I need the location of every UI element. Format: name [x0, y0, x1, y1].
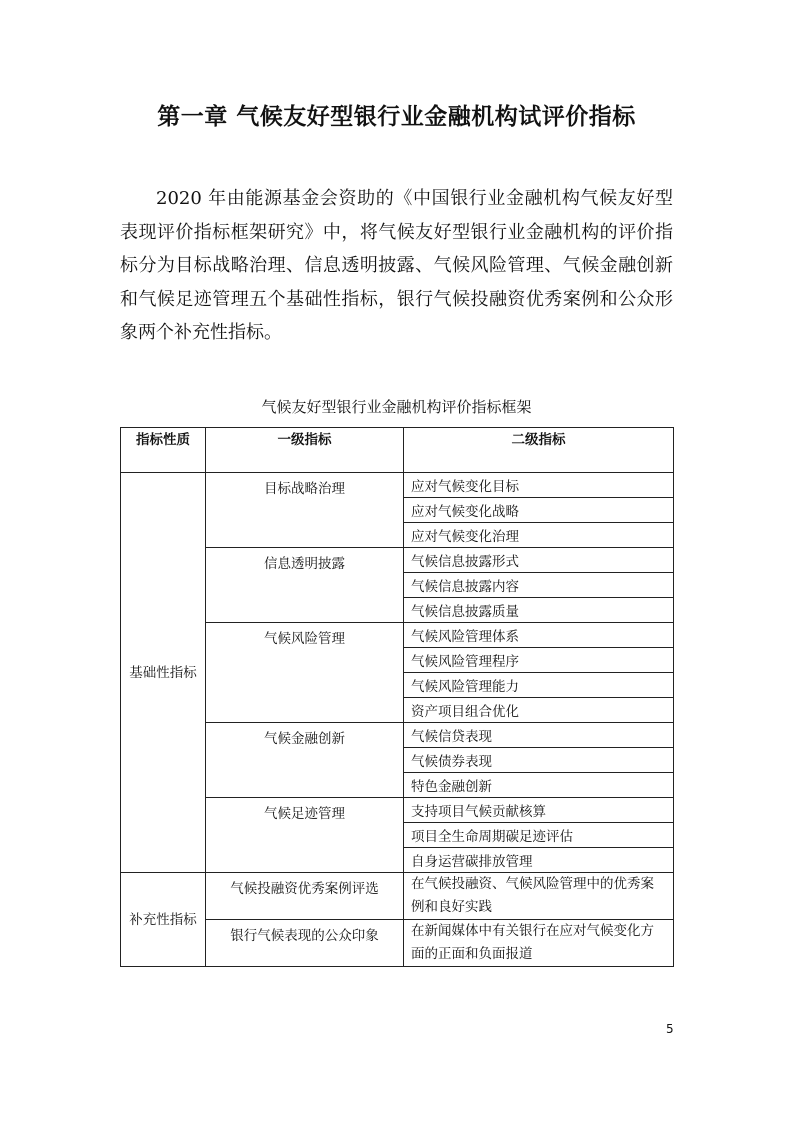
level2-cell: 气候信息披露质量 [404, 598, 674, 623]
table-row [121, 873, 674, 920]
level2-cell: 项目全生命周期碳足迹评估 [404, 823, 674, 848]
level2-cell: 气候信贷表现 [404, 723, 674, 748]
level2-cell: 资产项目组合优化 [404, 698, 674, 723]
level2-cell: 气候风险管理体系 [404, 623, 674, 648]
table-row [121, 473, 674, 498]
header-nature: 指标性质 [121, 428, 206, 473]
level2-cell: 气候信息披露形式 [404, 548, 674, 573]
level1-cell: 银行气候表现的公众印象 [206, 920, 404, 967]
level2-cell: 在新闻媒体中有关银行在应对气候变化方面的正面和负面报道 [404, 920, 674, 967]
level2-cell: 自身运营碳排放管理 [404, 848, 674, 873]
level2-cell: 特色金融创新 [404, 773, 674, 798]
intro-paragraph: 2020 年由能源基金会资助的《中国银行业金融机构气候友好型表现评价指标框架研究》中，将气候友好型银行业金融机构的评价指标分为目标战略治理、信息透明披露、气候风险管理、气候金融创新和气候足迹管理五个基础性指标，银行气候投融资优秀案例和公众形象两个补充性指标。 [120, 188, 673, 343]
table-header-row [121, 428, 674, 473]
level2-cell: 气候债券表现 [404, 748, 674, 773]
level1-cell: 气候投融资优秀案例评选 [206, 873, 404, 920]
level1-cell: 目标战略治理 [206, 473, 404, 548]
level1-cell: 气候足迹管理 [206, 798, 404, 873]
level2-cell: 在气候投融资、气候风险管理中的优秀案例和良好实践 [404, 873, 674, 920]
level1-cell: 气候风险管理 [206, 623, 404, 723]
chapter-title: 第一章 气候友好型银行业金融机构试评价指标 [157, 104, 636, 130]
page-number: 5 [666, 1022, 674, 1036]
level1-cell: 气候金融创新 [206, 723, 404, 798]
nature-basic: 基础性指标 [121, 473, 206, 873]
header-level2: 二级指标 [404, 428, 674, 473]
level2-cell: 支持项目气候贡献核算 [404, 798, 674, 823]
level2-cell: 应对气候变化目标 [404, 473, 674, 498]
table-caption: 气候友好型银行业金融机构评价指标框架 [261, 398, 532, 416]
level1-cell: 信息透明披露 [206, 548, 404, 623]
level2-cell: 气候风险管理能力 [404, 673, 674, 698]
level2-cell: 应对气候变化治理 [404, 523, 674, 548]
level2-cell: 应对气候变化战略 [404, 498, 674, 523]
level2-cell: 气候信息披露内容 [404, 573, 674, 598]
level2-cell: 气候风险管理程序 [404, 648, 674, 673]
header-level1: 一级指标 [206, 428, 404, 473]
nature-supplementary: 补充性指标 [121, 873, 206, 967]
indicator-framework-table [120, 427, 674, 967]
